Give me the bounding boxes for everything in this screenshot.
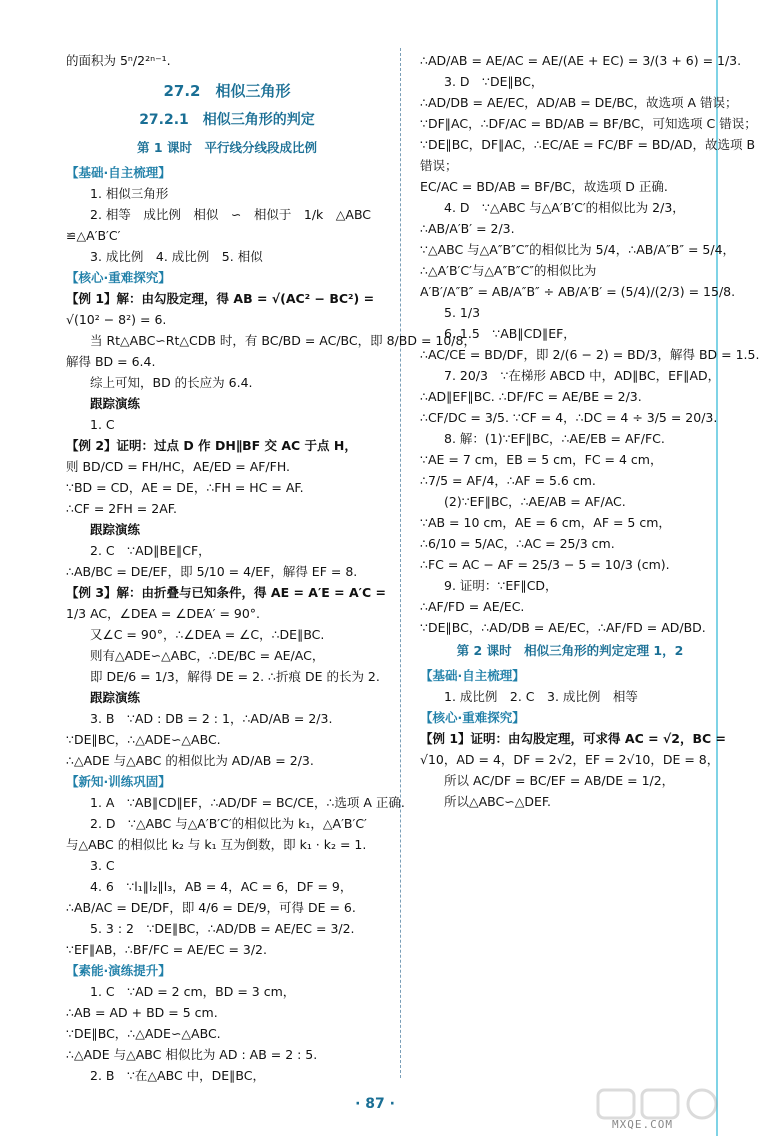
text-line: ∵BD = CD，AE = DE，∴FH = HC = AF. [66,480,304,495]
text-line: 跟踪演练 [90,522,141,537]
text-line: 3. C [90,858,115,873]
text-line: 2. D ∵△ABC 与△A′B′C′的相似比为 k₁，△A′B′C′ [90,816,367,831]
text-line: 则有△ADE∽△ABC，∴DE/BC = AE/AC， [90,648,325,663]
text-line: ∴△ADE 与△ABC 相似比为 AD : AB = 2 : 5. [66,1047,318,1062]
text-line: 跟踪演练 [90,690,141,705]
text-line: ∵DE∥BC，DF∥AC，∴EC/AE = FC/BF = BD/AD，故选项 B [420,137,756,152]
text-line: 1/3 AC，∠DEA = ∠DEA′ = 90°. [66,606,261,621]
text-line: 错误； [420,158,458,173]
text-line: ∴7/5 = AF/4，∴AF = 5.6 cm. [420,473,596,488]
text-line: 【基础·自主梳理】 [420,668,525,683]
text-line: ∴AB/BC = DE/EF，即 5/10 = 4/EF，解得 EF = 8. [66,564,358,579]
text-line: 所以△ABC∽△DEF. [444,794,552,809]
text-line: ∴AD/DB = AE/EC，AD/AB = DE/BC，故选项 A 错误； [420,95,738,110]
text-line: 【核心·重难探究】 [66,270,171,285]
text-line: 2. C ∵AD∥BE∥CF， [90,543,211,558]
text-line: 2. 相等 成比例 相似 ∽ 相似于 1/k △ABC [90,207,372,222]
text-line: 7. 20/3 ∵在梯形 ABCD 中，AD∥BC，EF∥AD， [444,368,721,383]
text-line: ∴CF/DC = 3/5. ∵CF = 4，∴DC = 4 ÷ 3/5 = 20/3. [420,410,718,425]
text-line: 9. 证明：∵EF∥CD， [444,578,558,593]
text-line: ∴△A′B′C′与△A″B″C″的相似比为 [420,263,597,278]
text-line: ∴6/10 = 5/AC，∴AC = 25/3 cm. [420,536,615,551]
text-line: ∵AB = 10 cm，AE = 6 cm，AF = 5 cm， [420,515,671,530]
text-line: 又∠C = 90°，∴∠DEA = ∠C，∴DE∥BC. [90,627,325,642]
text-line: 【例 1】解：由勾股定理，得 AB = √(AC² − BC²) = [66,291,375,306]
text-line: √(10² − 8²) = 6. [66,312,167,327]
text-line: 1. 成比例 2. C 3. 成比例 相等 [444,689,638,704]
text-line: 27.2.1 相似三角形的判定 [139,112,315,128]
right-column [420,50,759,812]
text-line: A′B′/A″B″ = AB/A″B″ ÷ AB/A′B′ = (5/4)/(2/3) = 15/8. [420,284,736,299]
text-line: ∵DF∥AC，∴DF/AC = BD/AB = BF/BC，可知选项 C 错误； [420,116,757,131]
text-line: 第 1 课时 平行线分线段成比例 [137,140,317,155]
text-line: ≌△A′B′C′ [66,228,121,243]
text-line: 跟踪演练 [90,396,141,411]
text-line: 5. 1/3 [444,305,481,320]
text-line: 第 2 课时 相似三角形的判定定理 1，2 [456,643,684,658]
text-line: 1. C ∵AD = 2 cm，BD = 3 cm， [90,984,296,999]
text-line: ∵DE∥BC，∴△ADE∽△ABC. [66,732,221,747]
text-line: 的面积为 5ⁿ/2²ⁿ⁻¹. [66,53,171,68]
text-line: √10，AD = 4，DF = 2√2，EF = 2√10，DE = 8， [420,752,720,767]
watermark-text: MXQE.COM [612,1118,673,1131]
text-line: 【素能·演练提升】 [66,963,171,978]
text-line: 【例 1】证明：由勾股定理，可求得 AC = √2，BC = [420,731,726,746]
text-line: ∴AB = AD + BD = 5 cm. [66,1005,218,1020]
text-line: 【基础·自主梳理】 [66,165,171,180]
text-line: 1. C [90,417,115,432]
text-line: 4. 6 ∵l₁∥l₂∥l₃，AB = 4，AC = 6，DF = 9， [90,879,353,894]
text-line: ∴AD∥EF∥BC. ∴DF/FC = AE/BE = 2/3. [420,389,642,404]
text-line: 解得 BD = 6.4. [66,354,156,369]
text-line: ∵△ABC 与△A″B″C″的相似比为 5/4，∴AB/A″B″ = 5/4， [420,242,736,257]
text-line: 3. 成比例 4. 成比例 5. 相似 [90,249,263,264]
text-line: EC/AC = BD/AB = BF/BC，故选项 D 正确. [420,179,668,194]
text-line: ∴AC/CE = BD/DF，即 2/(6 − 2) = BD/3，解得 BD = 1.5. [420,347,759,362]
text-line: 1. A ∵AB∥CD∥EF，∴AD/DF = BC/CE，∴选项 A 正确. [90,795,405,810]
text-line: 则 BD/CD = FH/HC，AE/ED = AF/FH. [66,459,290,474]
text-line: ∵AE = 7 cm，EB = 5 cm，FC = 4 cm， [420,452,663,467]
text-line: ∴AF/FD = AE/EC. [420,599,525,614]
text-line: ∵DE∥BC，∴AD/DB = AE/EC，∴AF/FD = AD/BD. [420,620,706,635]
text-line: ∴CF = 2FH = 2AF. [66,501,177,516]
column-divider [400,48,401,1078]
text-line: 【例 3】解：由折叠与已知条件，得 AE = A′E = A′C = [66,585,386,600]
text-line: 【核心·重难探究】 [420,710,525,725]
text-line: 与△ABC 的相似比 k₂ 与 k₁ 互为倒数，即 k₁ · k₂ = 1. [66,837,367,852]
text-line: ∴AB/AC = DE/DF，即 4/6 = DE/9，可得 DE = 6. [66,900,356,915]
text-line: 1. 相似三角形 [90,186,169,201]
text-line: 5. 3 : 2 ∵DE∥BC，∴AD/DB = AE/EC = 3/2. [90,921,355,936]
text-line: 8. 解：(1)∵EF∥BC，∴AE/EB = AF/FC. [444,431,665,446]
text-line: ∴△ADE 与△ABC 的相似比为 AD/AB = 2/3. [66,753,314,768]
text-line: 27.2 相似三角形 [163,82,291,100]
text-line: 4. D ∵△ABC 与△A′B′C′的相似比为 2/3， [444,200,685,215]
text-line: 3. B ∵AD : DB = 2 : 1，∴AD/AB = 2/3. [90,711,333,726]
text-line: ∴AD/AB = AE/AC = AE/(AE + EC) = 3/(3 + 6) = 1/3. [420,53,742,68]
text-line: 6. 1.5 ∵AB∥CD∥EF， [444,326,576,341]
text-line: 【新知·训练巩固】 [66,774,171,789]
text-line: ∴FC = AC − AF = 25/3 − 5 = 10/3 (cm). [420,557,670,572]
text-line: 当 Rt△ABC∽Rt△CDB 时，有 BC/BD = AC/BC，即 8/BD = 10/8， [90,333,476,348]
text-line: (2)∵EF∥BC，∴AE/AB = AF/AC. [444,494,626,509]
text-line: ∵DE∥BC，∴△ADE∽△ABC. [66,1026,221,1041]
text-line: ∵EF∥AB，∴BF/FC = AE/EC = 3/2. [66,942,267,957]
text-line: 所以 AC/DF = BC/EF = AB/DE = 1/2， [444,773,675,788]
text-line: 3. D ∵DE∥BC， [444,74,544,89]
text-line: 2. B ∵在△ABC 中，DE∥BC， [90,1068,266,1083]
text-line: 【例 2】证明：过点 D 作 DH∥BF 交 AC 于点 H， [66,438,357,453]
page-number: · 87 · [355,1096,395,1112]
text-line: ∴AB/A′B′ = 2/3. [420,221,515,236]
text-line: 综上可知，BD 的长应为 6.4. [90,375,253,390]
text-line: 即 DE/6 = 1/3，解得 DE = 2. ∴折痕 DE 的长为 2. [90,669,380,684]
